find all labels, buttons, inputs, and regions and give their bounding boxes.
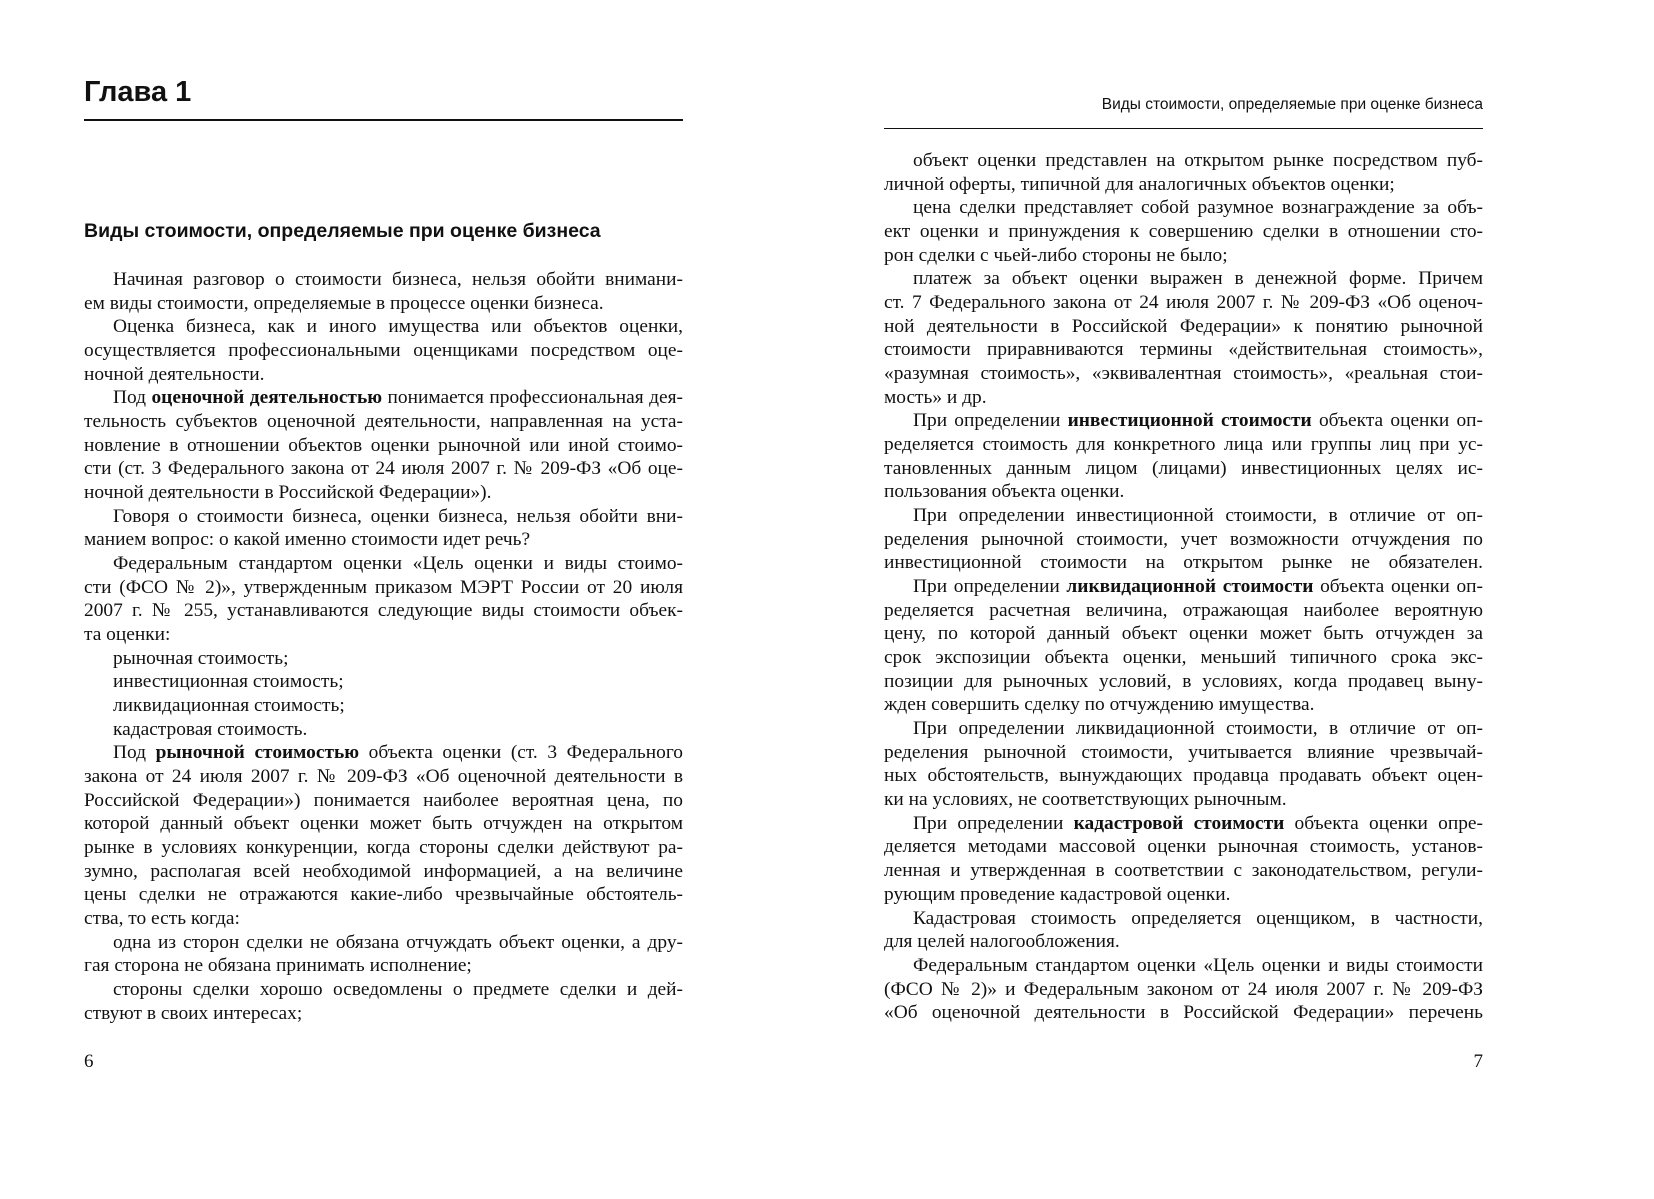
text-segment: инвестиционной стоимости на открытом рынке не обязателен. bbox=[884, 552, 1483, 574]
text-line bbox=[884, 622, 1483, 646]
text-segment: рон сделки с чьей-либо стороны не было; bbox=[884, 244, 1228, 266]
text-line bbox=[884, 433, 1483, 457]
text-segment: гая сторона не обязана принимать исполнение; bbox=[84, 955, 472, 977]
text-segment: сти (ФСО № 2)», утвержденным приказом МЭРТ России от 20 июля bbox=[84, 576, 683, 598]
text-line bbox=[84, 268, 683, 292]
text-segment: ределения рыночной стоимости, учитывается влияние чрезвычай- bbox=[884, 741, 1483, 763]
text-segment: инвестиционная стоимость; bbox=[113, 671, 344, 693]
text-segment: мость» и др. bbox=[884, 386, 987, 408]
page-number-right: 7 bbox=[1473, 1051, 1483, 1072]
text-line bbox=[84, 528, 683, 552]
text-segment: рынке в условиях конкуренции, когда стороны сделки действуют ра- bbox=[84, 837, 683, 859]
text-segment: ленная и утвержденная в соответствии с законодательством, регули- bbox=[884, 860, 1483, 882]
text-segment: При определении bbox=[913, 410, 1068, 432]
text-line bbox=[884, 930, 1483, 954]
text-segment: пользования объекта оценки. bbox=[884, 481, 1125, 503]
text-segment: ределяется расчетная величина, отражающая наиболее вероятную bbox=[884, 599, 1483, 621]
text-line bbox=[884, 693, 1483, 717]
text-segment: Российской Федерации») понимается наиболее вероятная цена, по bbox=[84, 789, 683, 811]
text-line bbox=[84, 434, 683, 458]
text-segment: кадастровая стоимость. bbox=[113, 718, 308, 740]
text-segment: Кадастровая стоимость определяется оценщиком, в частности, bbox=[913, 907, 1483, 929]
text-line bbox=[84, 978, 683, 1002]
text-line bbox=[884, 528, 1483, 552]
text-line bbox=[84, 623, 683, 647]
running-header: Виды стоимости, определяемые при оценке бизнеса bbox=[1101, 96, 1483, 113]
right-page-body bbox=[884, 149, 1483, 1025]
text-segment: тановленных данным лицом (лицами) инвестиционных целях ис- bbox=[884, 457, 1483, 479]
text-segment: объекта оценки оп- bbox=[1311, 410, 1484, 432]
text-line bbox=[84, 339, 683, 363]
text-line bbox=[84, 292, 683, 316]
text-segment: понимается профессиональная дея- bbox=[382, 387, 684, 409]
text-line bbox=[84, 315, 683, 339]
text-line bbox=[884, 173, 1483, 197]
text-line bbox=[884, 788, 1483, 812]
text-line bbox=[884, 386, 1483, 410]
text-line bbox=[884, 504, 1483, 528]
text-segment: цены сделки не отражаются какие-либо чрезвычайные обстоятель- bbox=[84, 884, 683, 906]
text-line bbox=[884, 859, 1483, 883]
text-segment: Говоря о стоимости бизнеса, оценки бизнеса, нельзя обойти вни- bbox=[113, 505, 683, 527]
text-line bbox=[84, 812, 683, 836]
text-line bbox=[84, 741, 683, 765]
text-line bbox=[84, 576, 683, 600]
text-line bbox=[84, 410, 683, 434]
text-line bbox=[84, 718, 683, 742]
text-line bbox=[84, 789, 683, 813]
text-line bbox=[84, 670, 683, 694]
text-segment: стоимости приравниваются термины «действительная стоимость», bbox=[884, 339, 1483, 361]
text-line bbox=[84, 552, 683, 576]
text-segment: Федеральным стандартом оценки «Цель оценки и виды стоимо- bbox=[113, 553, 683, 575]
text-line bbox=[884, 551, 1483, 575]
text-line bbox=[84, 505, 683, 529]
text-line bbox=[84, 1002, 683, 1026]
text-line bbox=[884, 812, 1483, 836]
text-segment: ст. 7 Федерального закона от 24 июля 2007 г. № 209-ФЗ «Об оценоч- bbox=[884, 292, 1483, 314]
section-title: Виды стоимости, определяемые при оценке бизнеса bbox=[84, 220, 601, 242]
text-line bbox=[84, 883, 683, 907]
text-segment: одна из сторон сделки не обязана отчуждать объект оценки, а дру- bbox=[113, 931, 683, 953]
text-line bbox=[884, 907, 1483, 931]
text-line bbox=[884, 646, 1483, 670]
text-line bbox=[884, 978, 1483, 1002]
text-line bbox=[884, 244, 1483, 268]
text-line bbox=[84, 481, 683, 505]
bold-term: рыночной стоимостью bbox=[155, 742, 360, 764]
text-segment: При определении bbox=[913, 812, 1074, 834]
text-segment: ликвидационная стоимость; bbox=[113, 695, 345, 717]
text-segment: объекта оценки оп- bbox=[1313, 576, 1484, 598]
text-line bbox=[884, 599, 1483, 623]
text-segment: Федеральным стандартом оценки «Цель оценки и виды стоимости bbox=[913, 954, 1483, 976]
text-line bbox=[884, 670, 1483, 694]
text-segment: ства, то есть когда: bbox=[84, 908, 240, 930]
text-segment: ных обстоятельств, вынуждающих продавца продавать объект оцен- bbox=[884, 765, 1483, 787]
text-segment: цена сделки представляет собой разумное вознаграждение за объ- bbox=[913, 197, 1483, 219]
text-segment: ствуют в своих интересах; bbox=[84, 1002, 303, 1024]
text-segment: манием вопрос: о какой именно стоимости идет речь? bbox=[84, 529, 531, 551]
text-segment: цену, по которой данный объект оценки может быть отчужден за bbox=[884, 623, 1483, 645]
text-line bbox=[84, 931, 683, 955]
text-segment: объекта оценки опре- bbox=[1284, 812, 1483, 834]
text-segment: При определении инвестиционной стоимости, в отличие от оп- bbox=[913, 505, 1483, 527]
text-line bbox=[884, 220, 1483, 244]
text-line bbox=[884, 196, 1483, 220]
text-line bbox=[884, 835, 1483, 859]
text-line bbox=[84, 860, 683, 884]
text-segment: тельность субъектов оценочной деятельности, направленная на уста- bbox=[84, 411, 683, 433]
text-line bbox=[884, 149, 1483, 173]
text-line bbox=[84, 647, 683, 671]
text-line bbox=[84, 907, 683, 931]
text-line bbox=[884, 409, 1483, 433]
text-segment: закона от 24 июля 2007 г. № 209-ФЗ «Об оценочной деятельности в bbox=[84, 766, 683, 788]
text-segment: сти (ст. 3 Федерального закона от 24 июля 2007 г. № 209-ФЗ «Об оце- bbox=[84, 458, 683, 480]
text-line bbox=[884, 954, 1483, 978]
page-number-left: 6 bbox=[84, 1051, 94, 1072]
text-segment: (ФСО № 2)» и Федеральным законом от 24 июля 2007 г. № 209-ФЗ bbox=[884, 978, 1483, 1000]
text-line bbox=[884, 1001, 1483, 1025]
header-rule-divider bbox=[884, 128, 1483, 129]
text-line bbox=[84, 386, 683, 410]
text-line bbox=[884, 764, 1483, 788]
text-segment: зумно, располагая всей необходимой информацией, а на величине bbox=[84, 860, 683, 882]
text-line bbox=[84, 836, 683, 860]
text-segment: ект оценки и принуждения к совершению сделки в отношении сто- bbox=[884, 221, 1483, 243]
text-segment: ки на условиях, не соответствующих рыночным. bbox=[884, 789, 1287, 811]
text-segment: личной оферты, типичной для аналогичных объектов оценки; bbox=[884, 173, 1395, 195]
text-segment: При определении bbox=[913, 576, 1067, 598]
text-segment: та оценки: bbox=[84, 624, 171, 646]
text-segment: ределения рыночной стоимости, учет возможности отчуждения по bbox=[884, 528, 1483, 550]
text-segment: позиции для рыночных условий, в условиях, когда продавец выну- bbox=[884, 670, 1483, 692]
text-line bbox=[884, 291, 1483, 315]
text-segment: Оценка бизнеса, как и иного имущества или объектов оценки, bbox=[113, 316, 683, 338]
text-segment: которой данный объект оценки может быть отчужден на открытом bbox=[84, 813, 683, 835]
text-line bbox=[884, 480, 1483, 504]
text-segment: рующим проведение кадастровой оценки. bbox=[884, 883, 1231, 905]
bold-term: инвестиционной стоимости bbox=[1067, 410, 1312, 432]
text-line bbox=[884, 741, 1483, 765]
text-segment: ночной деятельности. bbox=[84, 363, 265, 385]
left-page-body bbox=[84, 268, 683, 1026]
text-segment: ночной деятельности в Российской Федерации»). bbox=[84, 482, 492, 504]
text-line bbox=[884, 362, 1483, 386]
text-segment: ем виды стоимости, определяемые в процессе оценки бизнеса. bbox=[84, 292, 604, 314]
text-line bbox=[884, 575, 1483, 599]
text-segment: для целей налогообложения. bbox=[884, 931, 1120, 953]
text-segment: ределяется стоимость для конкретного лица или группы лиц при ус- bbox=[884, 434, 1483, 456]
text-segment: объект оценки представлен на открытом рынке посредством пуб- bbox=[913, 150, 1483, 171]
text-segment: При определении ликвидационной стоимости, в отличие от оп- bbox=[913, 718, 1483, 740]
text-segment: деляется методами массовой оценки рыночная стоимость, установ- bbox=[884, 836, 1483, 858]
text-segment: срок экспозиции объекта оценки, меньший типичного срока экс- bbox=[884, 647, 1483, 669]
text-line bbox=[84, 363, 683, 387]
text-segment: Начиная разговор о стоимости бизнеса, нельзя обойти внимани- bbox=[113, 269, 683, 290]
text-segment: платеж за объект оценки выражен в денежной форме. Причем bbox=[913, 268, 1483, 290]
text-segment: рыночная стоимость; bbox=[113, 647, 289, 669]
text-line bbox=[884, 883, 1483, 907]
text-line bbox=[84, 457, 683, 481]
text-segment: новление в отношении объектов оценки рыночной или иной стоимо- bbox=[84, 434, 683, 456]
text-segment: осуществляется профессиональными оценщиками посредством оце- bbox=[84, 340, 683, 362]
bold-term: оценочной деятельностью bbox=[151, 387, 383, 409]
text-segment: объекта оценки (ст. 3 Федерального bbox=[359, 742, 683, 764]
text-segment: «разумная стоимость», «эквивалентная стоимость», «реальная стои- bbox=[884, 363, 1483, 385]
chapter-title: Глава 1 bbox=[84, 76, 192, 108]
text-line bbox=[84, 694, 683, 718]
text-segment: стороны сделки хорошо осведомлены о предмете сделки и дей- bbox=[113, 979, 683, 1001]
text-segment: Под bbox=[113, 742, 156, 764]
text-segment: Под bbox=[113, 387, 152, 409]
text-line bbox=[884, 457, 1483, 481]
text-segment: ной деятельности в Российской Федерации» к понятию рыночной bbox=[884, 315, 1483, 337]
text-line bbox=[84, 599, 683, 623]
bold-term: ликвидационной стоимости bbox=[1066, 576, 1314, 598]
text-line bbox=[884, 315, 1483, 339]
text-segment: 2007 г. № 255, устанавливаются следующие виды стоимости объек- bbox=[84, 600, 683, 622]
bold-term: кадастровой стоимости bbox=[1073, 812, 1285, 834]
text-line bbox=[884, 338, 1483, 362]
text-segment: «Об оценочной деятельности в Российской Федерации» перечень bbox=[884, 1002, 1483, 1024]
chapter-rule-divider bbox=[84, 119, 683, 121]
text-segment: жден совершить сделку по отчуждению имущества. bbox=[884, 694, 1315, 716]
text-line bbox=[84, 765, 683, 789]
text-line bbox=[84, 954, 683, 978]
text-line bbox=[884, 717, 1483, 741]
text-line bbox=[884, 267, 1483, 291]
